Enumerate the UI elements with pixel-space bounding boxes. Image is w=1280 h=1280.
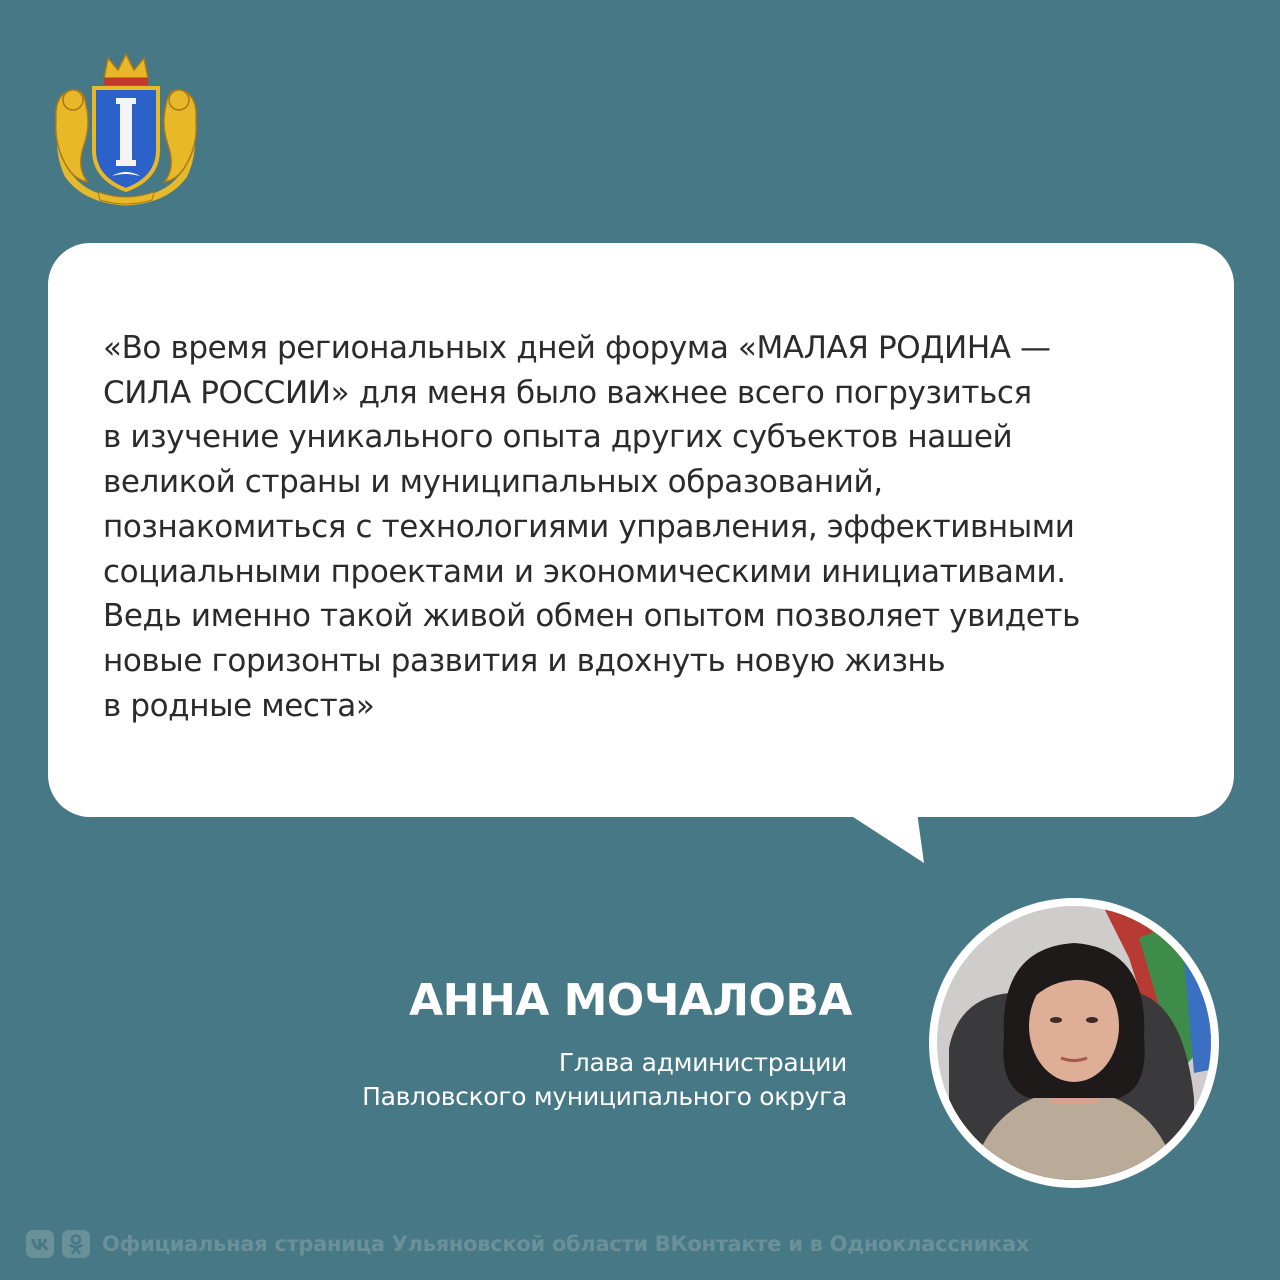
coat-of-arms-logo	[46, 50, 206, 206]
quote-bubble-tail	[850, 805, 930, 865]
speaker-photo	[929, 898, 1219, 1188]
footer	[26, 1226, 1029, 1262]
speaker-role: Глава администрации Павловского муниципального округа	[362, 1048, 847, 1111]
ok-icon[interactable]	[62, 1230, 90, 1258]
speaker-name: АННА МОЧАЛОВА	[409, 975, 852, 1026]
footer-text: Официальная страница Ульяновской области ВКонтакте и в Одноклассниках	[102, 1232, 1030, 1256]
vk-icon[interactable]	[26, 1230, 54, 1258]
quote-text: «Во время региональных дней форума «МАЛАЯ РОДИНА — СИЛА РОССИИ» для меня было важнее всего погрузиться в изучение уникального опыта других субъектов нашей великой страны и муниципальных образований, познакомиться с технологиями управления, эффективными социальными проектами и экономическими инициативами. Ведь именно такой живой обмен опытом позволяет увидеть новые горизонты развития и вдохнуть новую жизнь в родные места»	[103, 330, 1080, 724]
